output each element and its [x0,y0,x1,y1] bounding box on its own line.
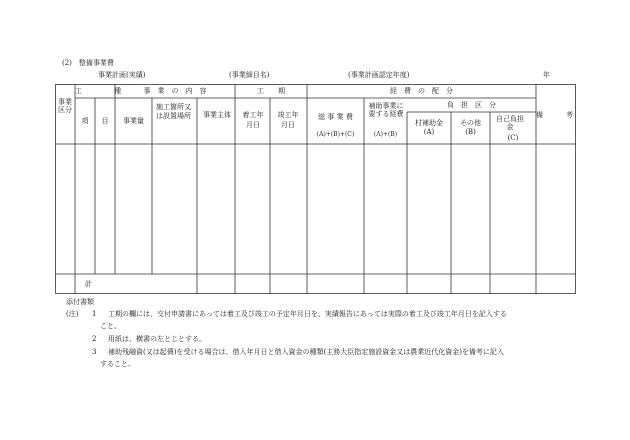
header-kouki: 工 期 [257,87,285,95]
header-sou-formula: (A)+(B)+(C) [316,131,355,138]
item-name-label: (事業細目名) [229,71,270,79]
total-label: 計 [85,280,92,288]
header-sou-jigyohi: 総 事 業 費 [318,113,353,121]
year-label: 年 [543,71,550,79]
header-jigyo-naiyo: 事 業 の 内 容 [143,87,207,95]
note-2-num: 2 [92,335,97,343]
header-keihi: 経 費 の 配 分 [390,87,453,95]
note-1-text: 工期の欄には、交付申請書にあっては着工及び竣工の予定年月日を、実績報告にあっては実際の着工及び竣工年月日を記入する [108,310,507,318]
expense-table [55,84,576,294]
note-3-cont: すること。 [100,360,135,368]
header-sonota-mark: (B) [465,128,476,136]
header-ko: 項 [81,117,89,125]
note-3-text: 補助残融資(又は起債)を受ける場合は、借入年月日と借入資金の種類(主務大臣指定施設資金又は農業近代化資金)を備考に記入 [108,348,504,356]
header-futan: 負 担 区 分 [447,101,496,109]
header-jiko: 自己負担金 [496,115,524,131]
approval-year-label: (事業計画認定年度) [348,71,410,79]
header-biko: 備 考 [536,111,576,119]
section-title: (2) 整備事業費 [62,59,114,67]
header-son-mark: (A) [423,128,435,136]
header-jigyo-kubun: 事業区分 [58,98,72,114]
header-jigyo-shutai: 事業主体 [203,111,231,119]
header-jiko-mark: (C) [507,134,519,142]
header-hojo: 補助事業に要する経費 [368,102,404,118]
note-2-text: 用紙は、横書の左とじとする。 [108,335,206,343]
header-chakkou: 着工年月日 [242,111,264,129]
note-1-cont: こと。 [100,322,121,330]
header-jigyoryo: 事業量 [123,117,144,125]
note-1-num: 1 [92,310,97,318]
header-shunkou: 竣工年月日 [277,111,299,129]
note-3-num: 3 [92,348,97,356]
header-hojo-formula: (A)+(B) [373,131,398,138]
header-koushu: 工 種 [75,87,127,95]
header-sonota: その他 [460,119,481,127]
header-sekou-basho: 施工箇所又は設置場所 [156,103,191,120]
header-son: 村補助金 [415,119,443,127]
notes-label: (注) [66,310,79,318]
header-moku: 目 [101,117,109,125]
attached-docs-label: 添付書類 [66,298,94,306]
plan-label: 事業計画(実績) [98,71,146,79]
